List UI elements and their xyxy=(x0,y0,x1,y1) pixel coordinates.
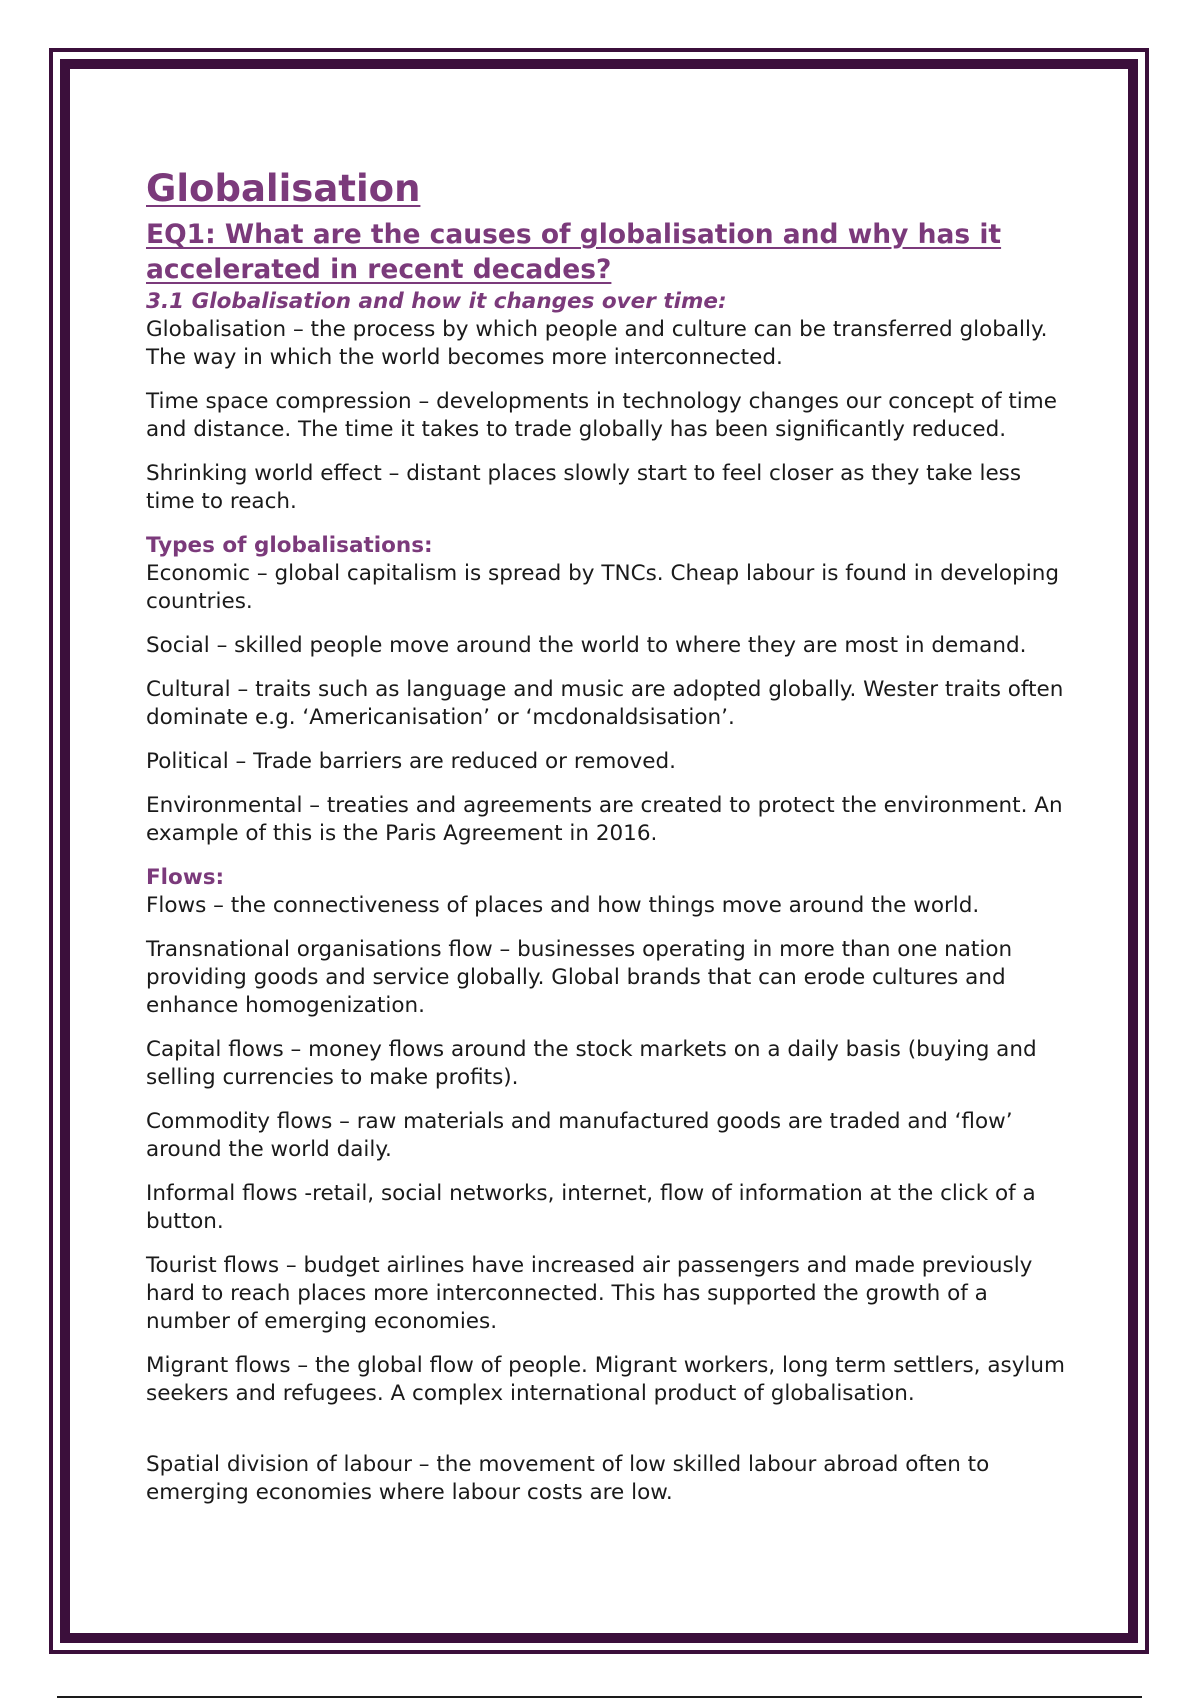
flow-definition: Flows – the connectiveness of places and how things move around the world. xyxy=(146,892,980,918)
eq1-heading: EQ1: What are the causes of globalisation and why has it accelerated in recent decades? xyxy=(146,218,1002,285)
types-heading: Types of globalisations: xyxy=(146,532,433,558)
flow-migrant: Migrant flows – the global flow of people. Migrant workers, long term settlers, asylum seekers and refugees. A complex international product of globalisation. xyxy=(146,1352,1065,1406)
flow-commodity: Commodity flows – raw materials and manufactured goods are traded and ‘flow’ around the world daily. xyxy=(146,1108,1013,1162)
spatial-division-of-labour: Spatial division of labour – the movement of low skilled labour abroad often to emerging economies where labour costs are low. xyxy=(146,1451,990,1505)
document-content xyxy=(146,168,1066,1523)
flow-tourist: Tourist flows – budget airlines have increased air passengers and made previously hard to reach places more interconnected. This has supported the growth of a number of emerging economies. xyxy=(146,1252,1033,1334)
definition-globalisation: Globalisation – the process by which people and culture can be transferred globally. The way in which the world becomes more interconnected. xyxy=(146,316,1048,370)
flow-transnational: Transnational organisations flow – businesses operating in more than one nation providing goods and service globally. Global brands that can erode cultures and enhance homogenization. xyxy=(146,936,1013,1018)
subsection-heading: 3.1 Globalisation and how it changes over time: xyxy=(146,288,727,314)
type-economic: Economic – global capitalism is spread by TNCs. Cheap labour is found in developing countries. xyxy=(146,560,1059,614)
type-social: Social – skilled people move around the world to where they are most in demand. xyxy=(146,632,1027,658)
definition-shrinking-world: Shrinking world effect – distant places slowly start to feel closer as they take less time to reach. xyxy=(146,460,1022,514)
type-environmental: Environmental – treaties and agreements are created to protect the environment. An example of this is the Paris Agreement in 2016. xyxy=(146,792,1063,846)
footer-divider xyxy=(57,1696,1142,1698)
flows-heading: Flows: xyxy=(146,864,225,890)
flow-informal: Informal flows -retail, social networks, internet, flow of information at the click of a button. xyxy=(146,1180,1036,1234)
type-cultural: Cultural – traits such as language and music are adopted globally. Wester traits often dominate e.g. ‘Americanisation’ or ‘mcdonaldsisation’. xyxy=(146,676,1064,730)
definition-time-space-compression: Time space compression – developments in technology changes our concept of time and distance. The time it takes to trade globally has been significantly reduced. xyxy=(146,388,1057,442)
document-title: Globalisation xyxy=(146,167,421,210)
flow-capital: Capital flows – money flows around the stock markets on a daily basis (buying and selling currencies to make profits). xyxy=(146,1036,1037,1090)
type-political: Political – Trade barriers are reduced or removed. xyxy=(146,748,676,774)
